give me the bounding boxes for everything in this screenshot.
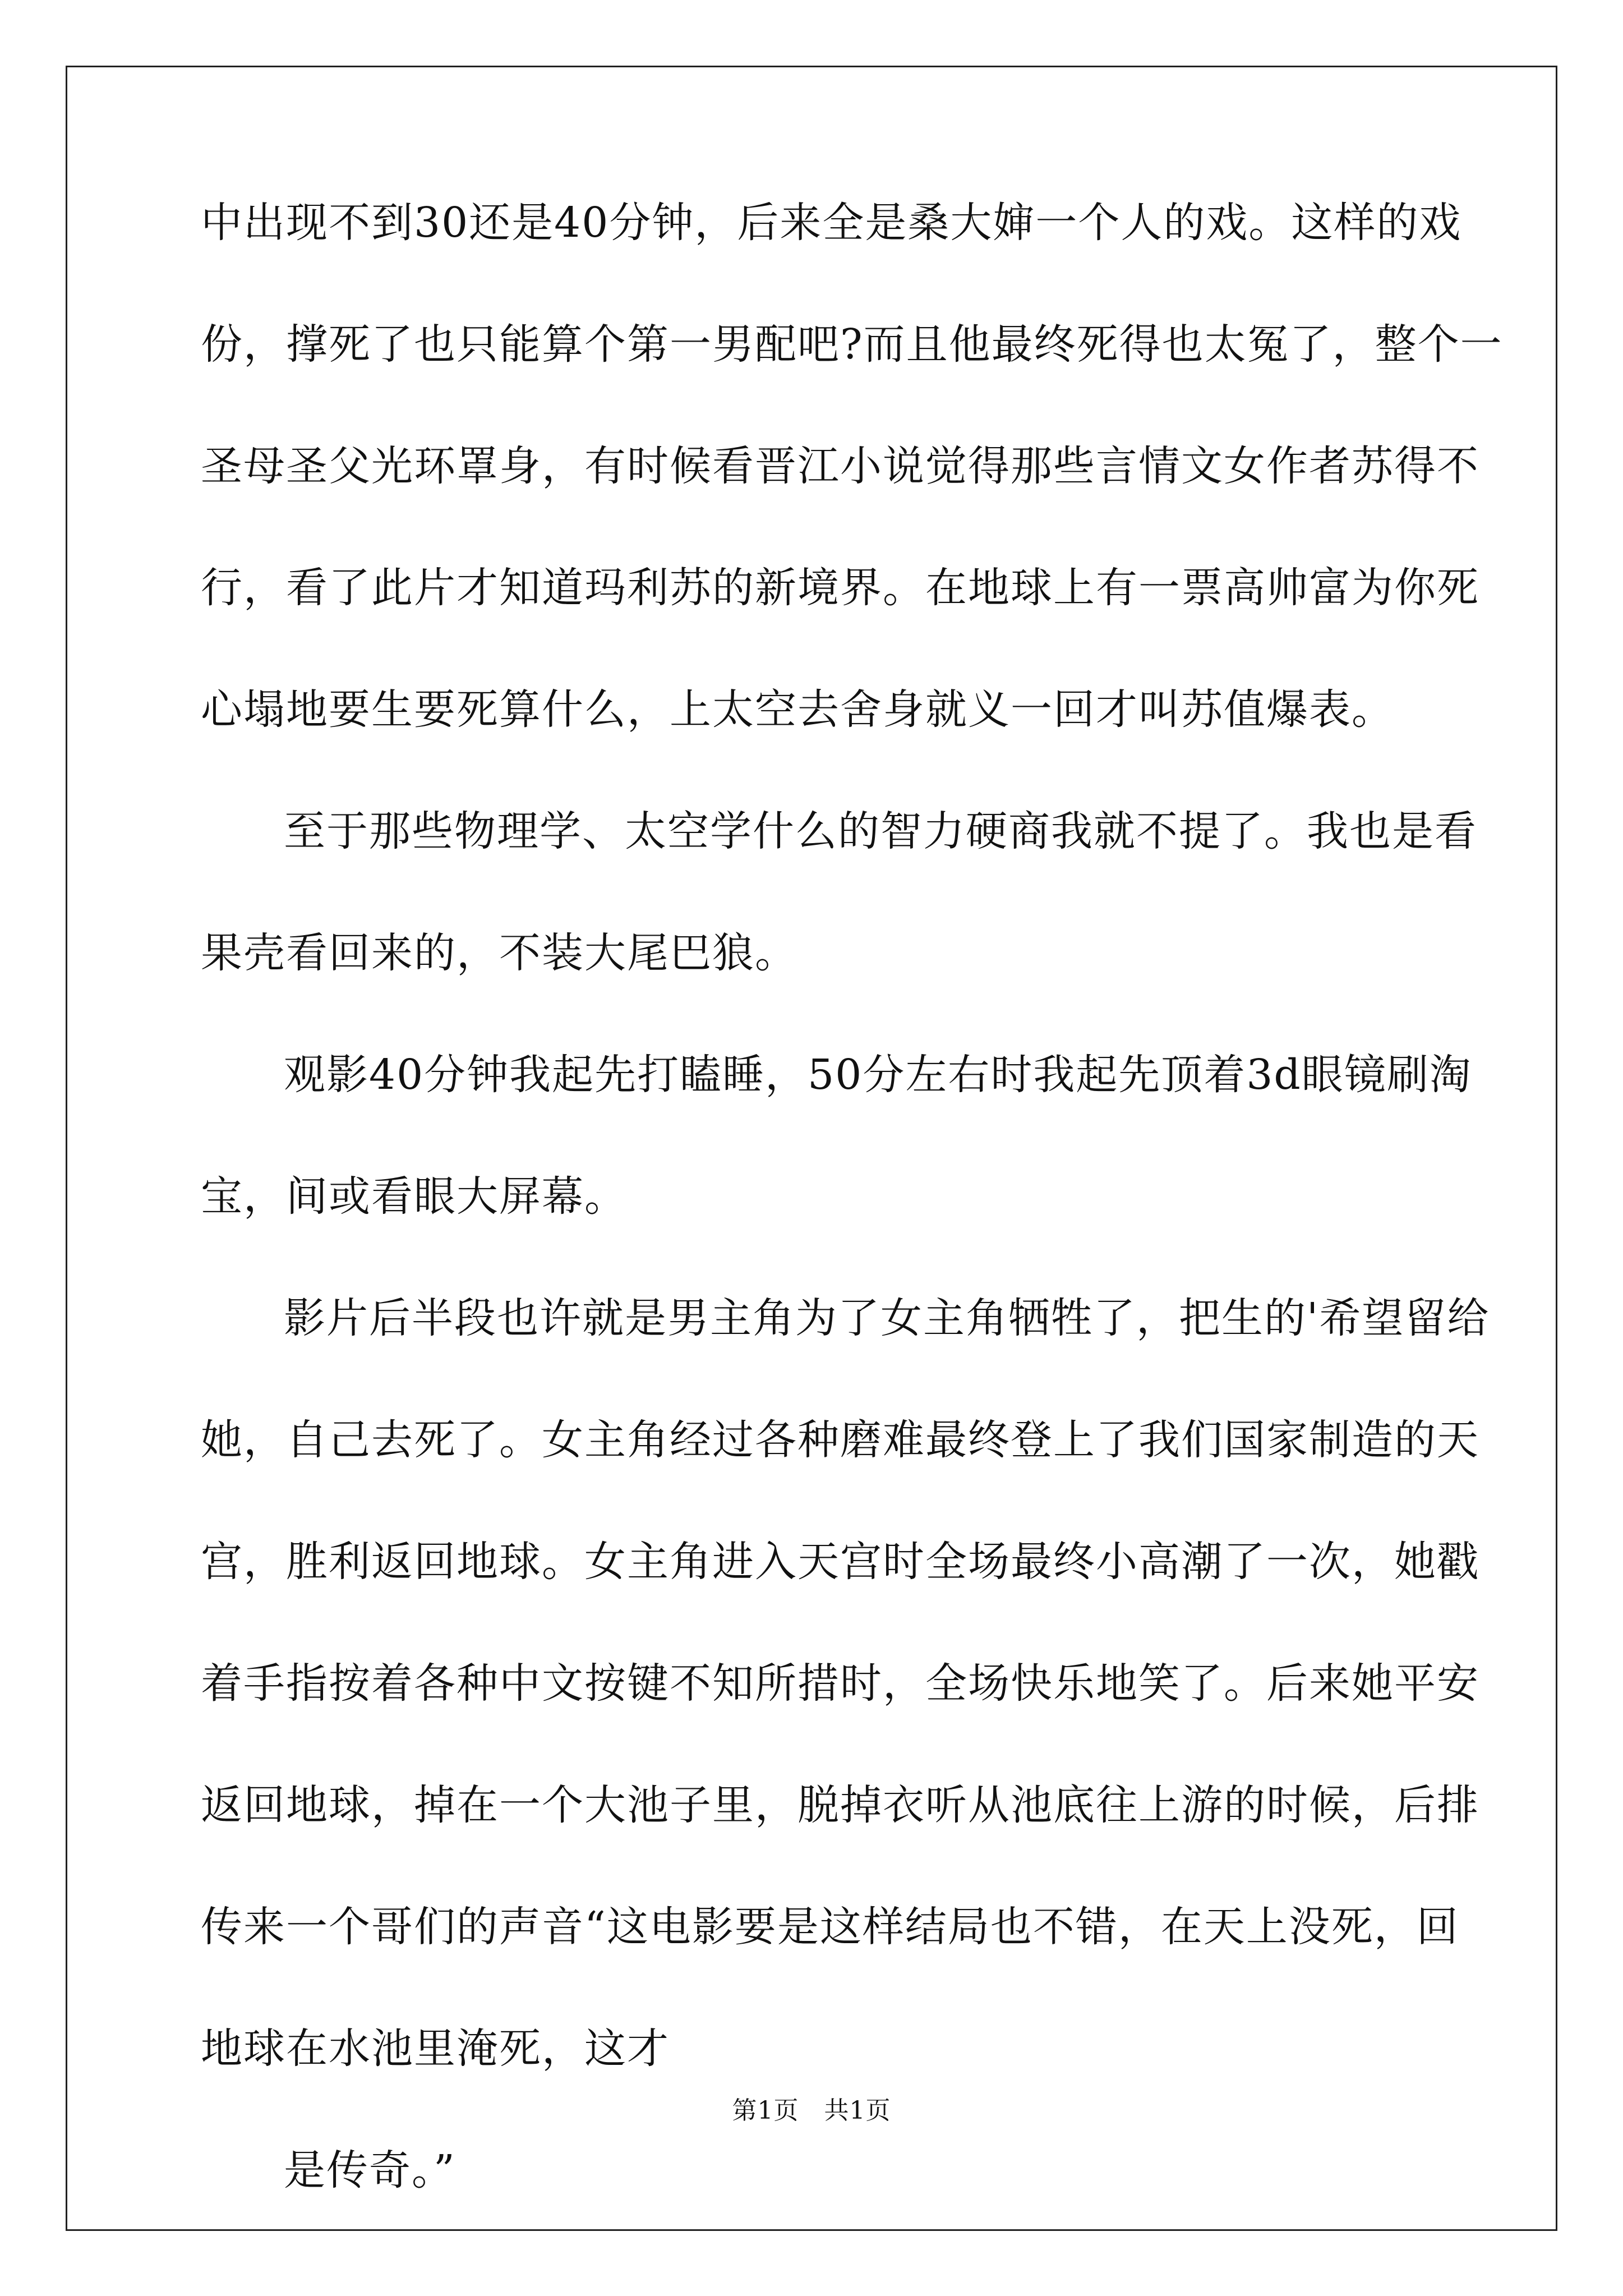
text-line: 是传奇。” — [284, 2146, 456, 2194]
text-line: 传来一个哥们的声音“这电影要是这样结局也不错，在天上没死，回 — [201, 1903, 1459, 1951]
paragraph — [201, 199, 1503, 734]
text-line: 果壳看回来的，不装大尾巴狼。 — [201, 929, 797, 977]
text-line: 观影40分钟我起先打瞌睡，50分左右时我起先顶着3d眼镜刷淘 — [284, 1051, 1472, 1099]
text-line: 份，撑死了也只能算个第一男配吧?而且他最终死得也太冤了，整个一 — [201, 320, 1503, 369]
text-line: 至于那些物理学、太空学什么的智力硬商我就不提了。我也是看 — [284, 807, 1477, 855]
text-line: 影片后半段也许就是男主角为了女主角牺牲了，把生的'希望留给 — [284, 1294, 1490, 1342]
paragraph — [201, 2146, 1435, 2194]
text-line: 她，自己去死了。女主角经过各种磨难最终登上了我们国家制造的天 — [201, 1416, 1479, 1464]
text-line: 宝，间或看眼大屏幕。 — [201, 1172, 627, 1221]
text-line: 宫，胜利返回地球。女主角进入天宫时全场最终小高潮了一次，她戳 — [201, 1538, 1479, 1586]
text-line: 行，看了此片才知道玛利苏的新境界。在地球上有一票高帅富为你死 — [201, 564, 1479, 612]
text-line: 返回地球，掉在一个大池子里，脱掉衣听从池底往上游的时候，后排 — [201, 1781, 1479, 1829]
paragraph — [201, 807, 1477, 977]
paragraph — [201, 1294, 1490, 2073]
paragraph — [201, 1051, 1472, 1221]
page-number-footer: 第1页 共1页 — [732, 2096, 891, 2125]
document-body — [201, 199, 1503, 2194]
text-line: 心塌地要生要死算什么，上太空去舍身就义一回才叫苏值爆表。 — [201, 685, 1394, 734]
text-line: 地球在水池里淹死，这才 — [201, 2024, 670, 2073]
text-line: 着手指按着各种中文按键不知所措时，全场快乐地笑了。后来她平安 — [201, 1659, 1479, 1708]
text-line: 圣母圣父光环罩身，有时候看晋江小说觉得那些言情文女作者苏得不 — [201, 442, 1479, 490]
text-line: 中出现不到30还是40分钟，后来全是桑大婶一个人的戏。这样的戏 — [201, 199, 1462, 247]
